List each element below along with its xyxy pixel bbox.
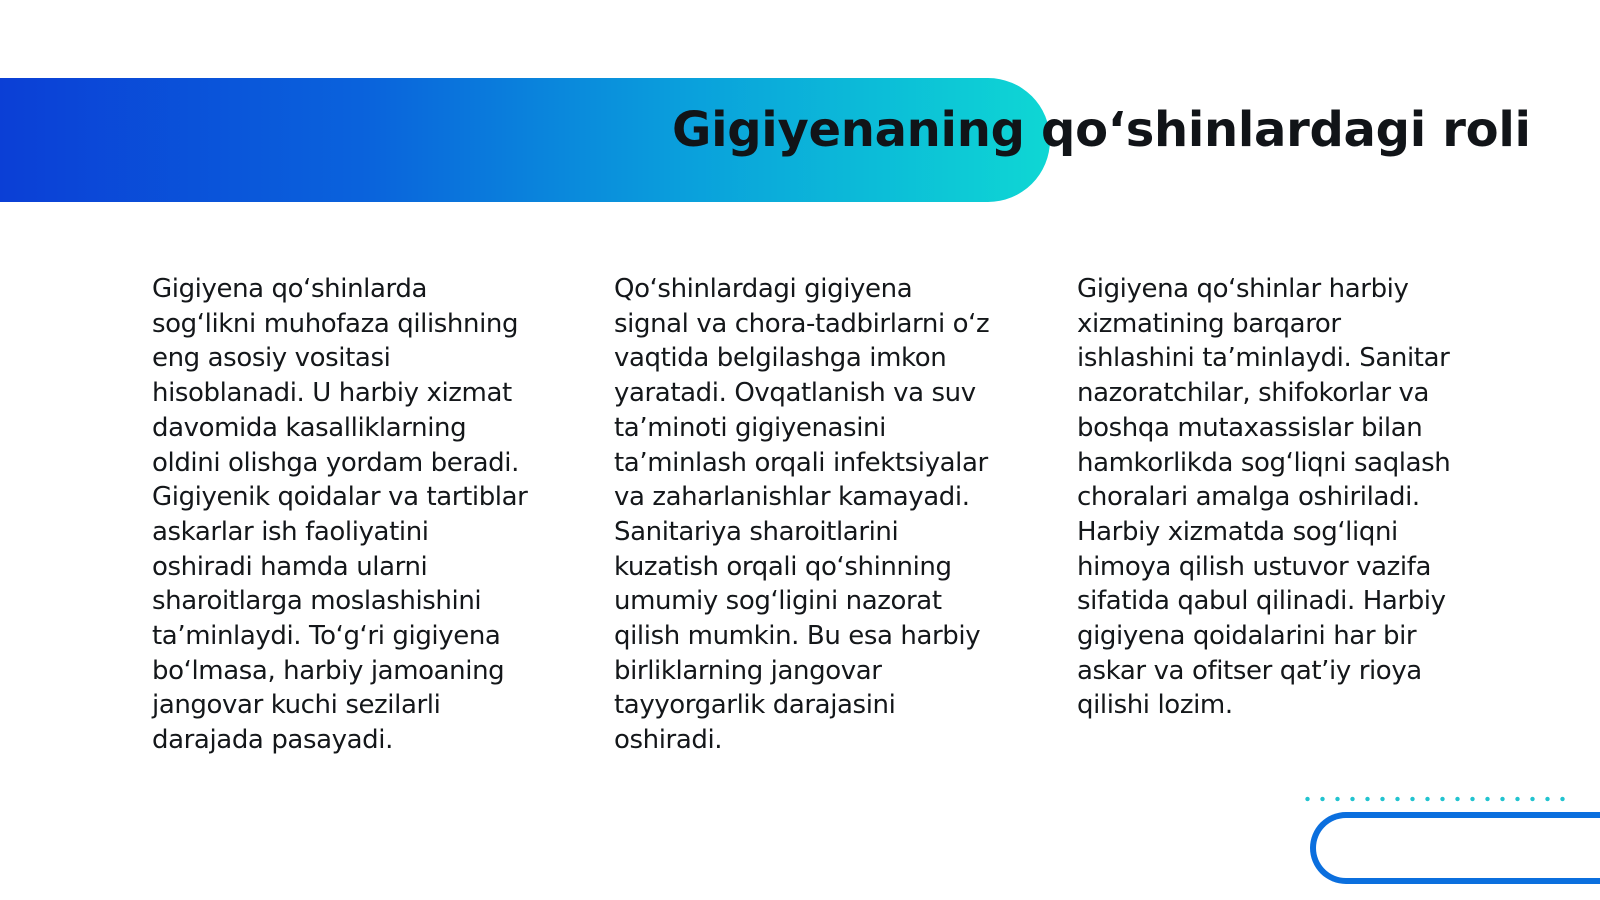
decorative-ring-shape	[1310, 812, 1600, 884]
text-column-2: Qo‘shinlardagi gigiyena signal va chora-tadbirlarni o‘z vaqtida belgilashga imkon yaratadi. Ovqatlanish va suv ta’minoti gigiyenasini ta’minlash orqali infektsiyalar va zaharlanishlar kamayadi. Sanitariya sharoitlarini kuzatish orqali qo‘shinning umumiy sog‘ligini nazorat qilish mumkin. Bu esa harbiy birliklarning jangovar tayyorgarlik darajasini oshiradi.	[614, 274, 990, 756]
text-column-3: Gigiyena qo‘shinlar harbiy xizmatining barqaror ishlashini ta’minlaydi. Sanitar nazoratchilar, shifokorlar va boshqa mutaxassislar bilan hamkorlikda sog‘liqni saqlash choralari amalga oshiriladi. Harbiy xizmatda sog‘liqni himoya qilish ustuvor vazifa sifatida qabul qilinadi. Harbiy gigiyena qoidalarini har bir askar va ofitser qat’iy rioya qilishi lozim.	[1077, 274, 1451, 721]
slide-title: Gigiyenaning qo‘shinlardagi roli	[672, 102, 1531, 158]
text-column-1: Gigiyena qo‘shinlarda sog‘likni muhofaza qilishning eng asosiy vositasi hisoblanadi. U harbiy xizmat davomida kasalliklarning oldini olishga yordam beradi. Gigiyenik qoidalar va tartiblar askarlar ish faoliyatini oshiradi hamda ularni sharoitlarga moslashishini ta’minlaydi. To‘g‘ri gigiyena bo‘lmasa, harbiy jamoaning jangovar kuchi sezilarli darajada pasayadi.	[152, 274, 528, 756]
decorative-dots	[1300, 796, 1570, 802]
